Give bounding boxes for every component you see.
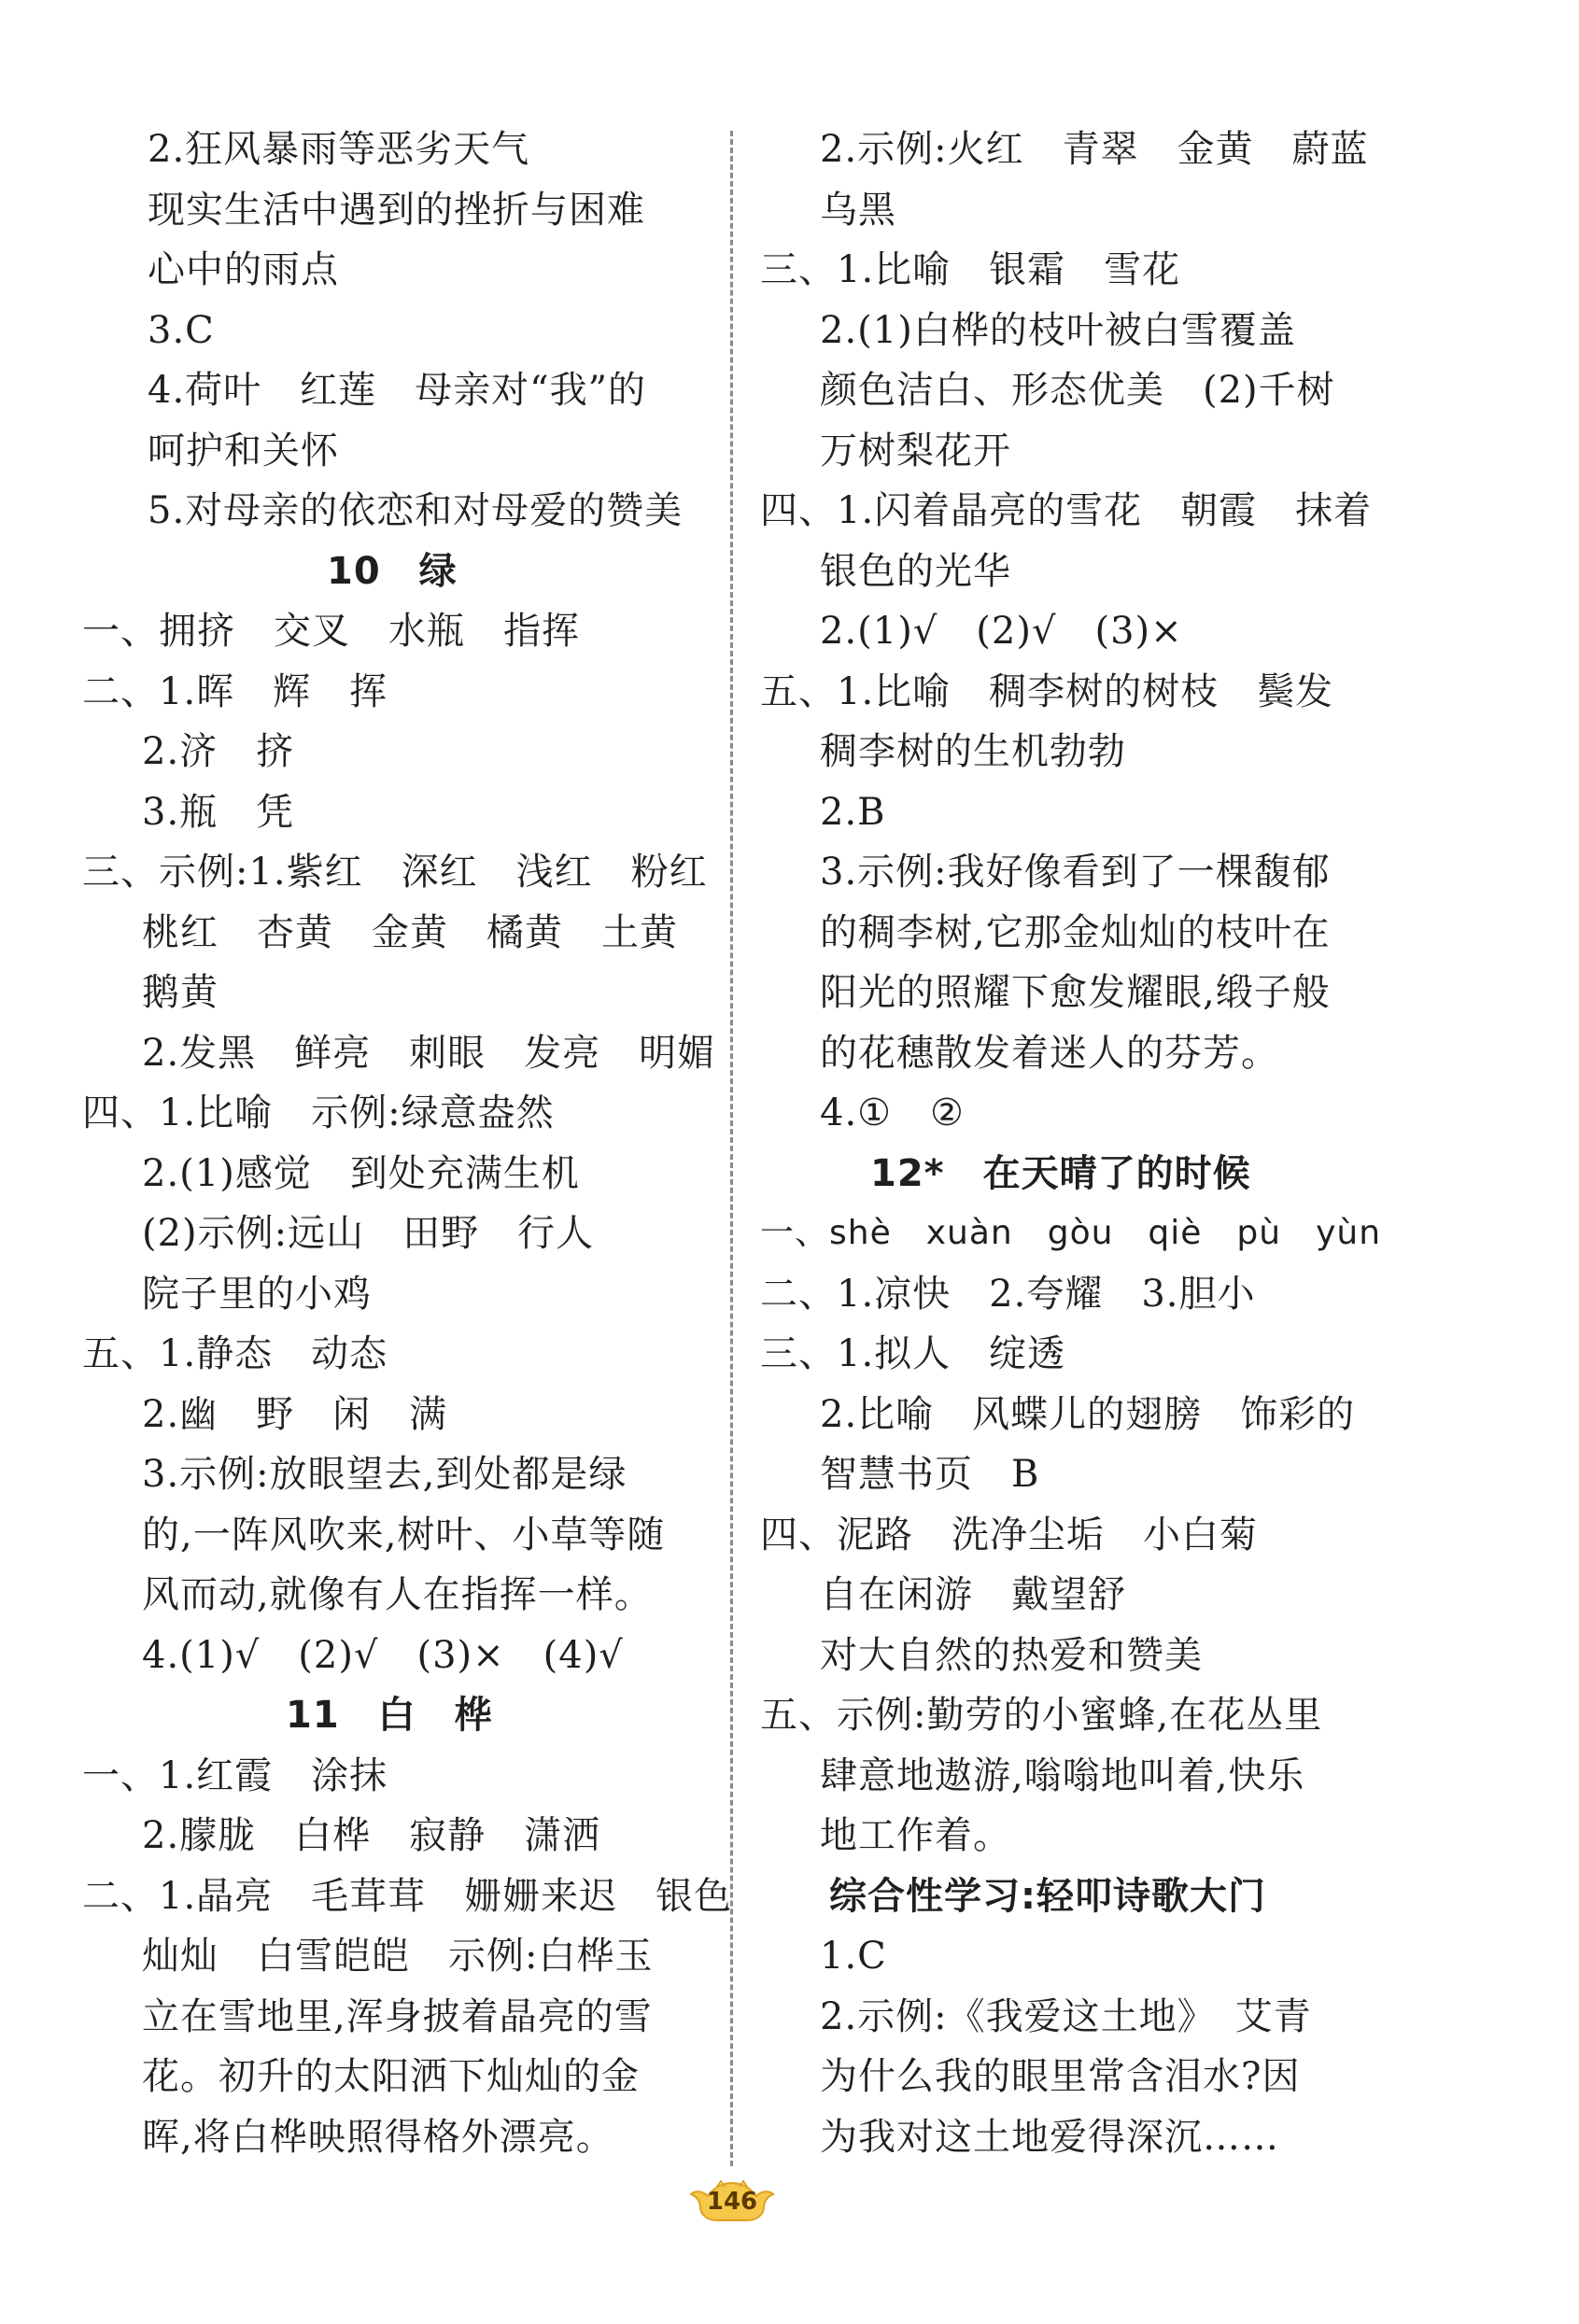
answer-line: 灿灿 白雪皑皑 示例:白桦玉 [142,1935,654,1978]
answer-line: 2.示例:火红 青翠 金黄 蔚蓝 [820,128,1369,171]
answer-line: 四、泥路 洗净尘垢 小白菊 [760,1513,1258,1556]
answer-line: 立在雪地里,浑身披着晶亮的雪 [142,1994,653,2038]
answer-line: 2.比喻 风蝶儿的翅膀 饰彩的 [820,1392,1356,1436]
answer-line: 2.幽 野 闲 满 [142,1392,448,1436]
answer-line: 四、1.比喻 示例:绿意盎然 [82,1092,555,1134]
answer-line: 3.瓶 凭 [142,790,295,834]
answer-line: 院子里的小鸡 [142,1272,372,1316]
answer-line: 二、1.晶亮 毛茸茸 姗姗来迟 银色 [82,1874,733,1918]
answer-line: 智慧书页 B [820,1453,1040,1496]
answer-line: 的稠李树,它那金灿灿的枝叶在 [820,910,1331,954]
section-heading: 12* 在天晴了的时候 [870,1151,1251,1195]
answer-line: 一、拥挤 交叉 水瓶 指挥 [82,610,580,653]
answer-line: 三、示例:1.紫红 深红 浅红 粉红 [82,851,708,894]
answer-line: (2)示例:远山 田野 行人 [142,1212,595,1255]
answer-line: 一、shè xuàn gòu qiè pù yùn [760,1214,1382,1252]
answer-line: 4.荷叶 红莲 母亲对“我”的 [148,369,647,412]
answer-line: 万树梨花开 [820,429,1011,472]
answer-line: 2.示例:《我爱这土地》 艾青 [820,1994,1312,2038]
answer-line: 乌黑 [820,188,896,232]
page-number: 146 [706,2188,758,2216]
answer-line: 三、1.比喻 银霜 雪花 [760,248,1181,291]
answer-line: 2.(1)√ (2)√ (3)× [820,610,1183,653]
answer-line: 三、1.拟人 绽透 [760,1332,1066,1375]
answer-line: 3.示例:放眼望去,到处都是绿 [142,1453,627,1496]
answer-line: 风而动,就像有人在指挥一样。 [142,1573,653,1616]
answer-line: 2.朦胧 白桦 寂静 潇洒 [142,1814,601,1857]
answer-line: 的,一阵风吹来,树叶、小草等随 [142,1513,666,1556]
answer-line: 5.对母亲的依恋和对母爱的赞美 [148,489,684,532]
answer-line: 地工作着。 [820,1814,1011,1857]
answer-line: 颜色洁白、形态优美 (2)千树 [820,369,1335,412]
right-answer-column [760,120,1395,2167]
answer-line: 四、1.闪着晶亮的雪花 朝霞 抹着 [760,489,1373,532]
answer-line: 肆意地遨游,嗡嗡地叫着,快乐 [820,1754,1305,1797]
section-heading: 10 绿 [327,549,458,593]
answer-line: 为我对这土地爱得深沉…… [820,2115,1279,2159]
answer-line: 一、1.红霞 涂抹 [82,1754,388,1797]
answer-line: 3.示例:我好像看到了一棵馥郁 [820,851,1331,894]
answer-line: 2.济 挤 [142,730,295,773]
answer-line: 现实生活中遇到的挫折与困难 [148,188,645,232]
section-heading: 综合性学习:轻叩诗歌大门 [829,1874,1266,1918]
page-number-badge [689,2179,775,2224]
answer-line: 4.(1)√ (2)√ (3)× (4)√ [142,1633,624,1677]
answer-line: 心中的雨点 [148,248,339,291]
answer-line: 桃红 杏黄 金黄 橘黄 土黄 [142,910,678,954]
answer-line: 2.狂风暴雨等恶劣天气 [148,128,530,171]
answer-line: 五、示例:勤劳的小蜜蜂,在花丛里 [760,1694,1323,1737]
answer-line: 1.C [820,1935,887,1978]
answer-line: 3.C [148,308,215,352]
answer-line: 自在闲游 戴望舒 [820,1573,1126,1616]
answer-line: 对大自然的热爱和赞美 [820,1633,1203,1677]
answer-line: 的花穗散发着迷人的芬芳。 [820,1031,1279,1075]
answer-line: 阳光的照耀下愈发耀眼,缎子般 [820,971,1331,1014]
answer-line: 2.(1)白桦的枝叶被白雪覆盖 [820,308,1296,352]
left-answer-column [82,120,733,2167]
answer-line: 银色的光华 [820,549,1011,593]
answer-line: 呵护和关怀 [148,429,339,472]
section-heading: 11 白 桦 [286,1694,493,1737]
answer-line: 二、1.晖 辉 挥 [82,669,388,713]
answer-line: 二、1.凉快 2.夸耀 3.胆小 [760,1272,1256,1316]
answer-line: 鹅黄 [142,971,219,1014]
answer-line: 五、1.比喻 稠李树的树枝 鬓发 [760,669,1334,713]
answer-line: 2.B [820,790,886,834]
column-divider [730,131,733,2166]
answer-line: 花。初升的太阳洒下灿灿的金 [142,2055,640,2098]
answer-line: 稠李树的生机勃勃 [820,730,1126,773]
answer-line: 2.(1)感觉 到处充满生机 [142,1151,580,1195]
answer-line: 为什么我的眼里常含泪水?因 [820,2055,1301,2098]
answer-line: 2.发黑 鲜亮 刺眼 发亮 明媚 [142,1031,716,1075]
answer-line: 4.① ② [820,1092,965,1134]
answer-line: 晖,将白桦映照得格外漂亮。 [142,2115,614,2159]
answer-line: 五、1.静态 动态 [82,1332,388,1375]
